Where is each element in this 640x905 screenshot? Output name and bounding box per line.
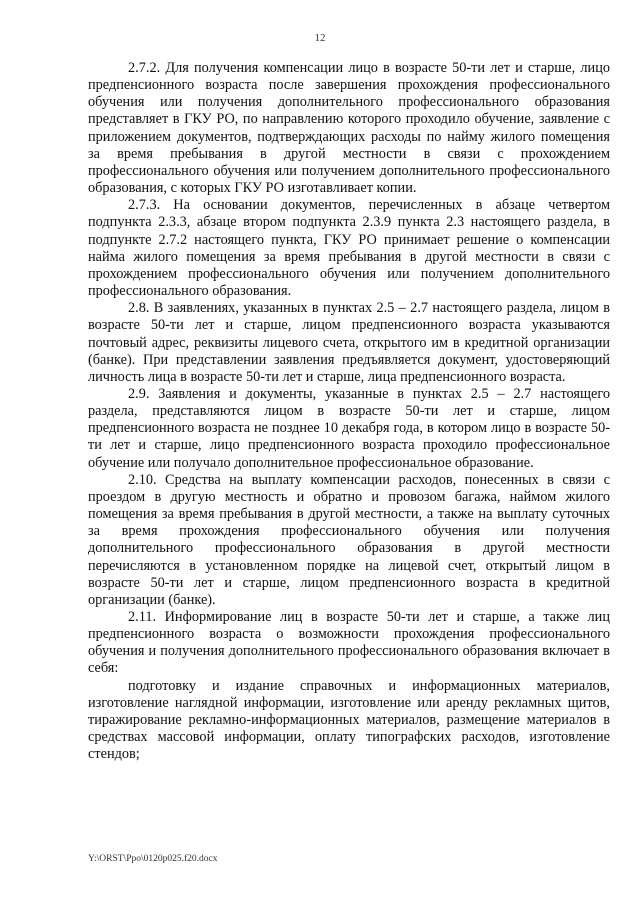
page-number: 12 xyxy=(314,32,326,44)
paragraph: 2.10. Средства на выплату компенсации расходов, понесенных в связи с проездом в другую местность и обратно и провозом багажа, наймом жилого помещения за время пребывания в другой местности, а также на выплату суточных за время прохождения профессионального обучения или получения дополнительного профессионального образования в другой местности перечисляются в установленном порядке на лицевой счет, открытый лицом в возрасте 50-ти лет и старше, лицом предпенсионного возраста в кредитной организации (банке). xyxy=(88,471,610,608)
document-body xyxy=(88,60,610,763)
paragraph: 2.9. Заявления и документы, указанные в пунктах 2.5 – 2.7 настоящего раздела, представляются лицом в возрасте 50-ти лет и старше, лицом предпенсионного возраста не позднее 10 декабря года, в котором лицо в возрасте 50-ти лет и старше, лицо предпенсионного возраста проходило профессиональное обучение или получало дополнительное профессиональное образование. xyxy=(88,385,610,471)
file-path-footer: Y:\ORST\Ppo\0120p025.f20.docx xyxy=(88,854,218,864)
paragraph: подготовку и издание справочных и информационных материалов, изготовление наглядной информации, изготовление или аренду рекламных щитов, тиражирование рекламно-информационных материалов, размещение материалов в средствах массовой информации, оплату типографских расходов, изготовление стендов; xyxy=(88,677,610,763)
paragraph: 2.11. Информирование лиц в возрасте 50-ти лет и старше, а также лиц предпенсионного возраста о возможности прохождения профессионального обучения и получения дополнительного профессионального образования включает в себя: xyxy=(88,609,610,677)
paragraph: 2.7.3. На основании документов, перечисленных в абзаце четвертом подпункта 2.3.3, абзаце втором подпункта 2.3.9 пункта 2.3 настоящего раздела, в подпункте 2.7.2 настоящего пункта, ГКУ РО принимает решение о компенсации найма жилого помещения за время пребывания в другой местности в связи с прохождением профессионального обучения или получением дополнительного профессионального образования. xyxy=(88,197,610,300)
paragraph: 2.7.2. Для получения компенсации лицо в возрасте 50-ти лет и старше, лицо предпенсионного возраста после завершения прохождения профессионального обучения или получения дополнительного профессионального образования представляет в ГКУ РО, по направлению которого проходило обучение, заявление с приложением документов, подтверждающих расходы по найму жилого помещения за время пребывания в другой местности в связи с прохождением профессионального обучения или получением дополнительного профессионального образования, с которых ГКУ РО изготавливает копии. xyxy=(88,60,610,197)
paragraph: 2.8. В заявлениях, указанных в пунктах 2.5 – 2.7 настоящего раздела, лицом в возрасте 50-ти лет и старше, лицом предпенсионного возраста указываются почтовый адрес, реквизиты лицевого счета, открытого им в кредитной организации (банке). При представлении заявления предъявляется документ, удостоверяющий личность лица в возрасте 50-ти лет и старше, лица предпенсионного возраста. xyxy=(88,300,610,385)
